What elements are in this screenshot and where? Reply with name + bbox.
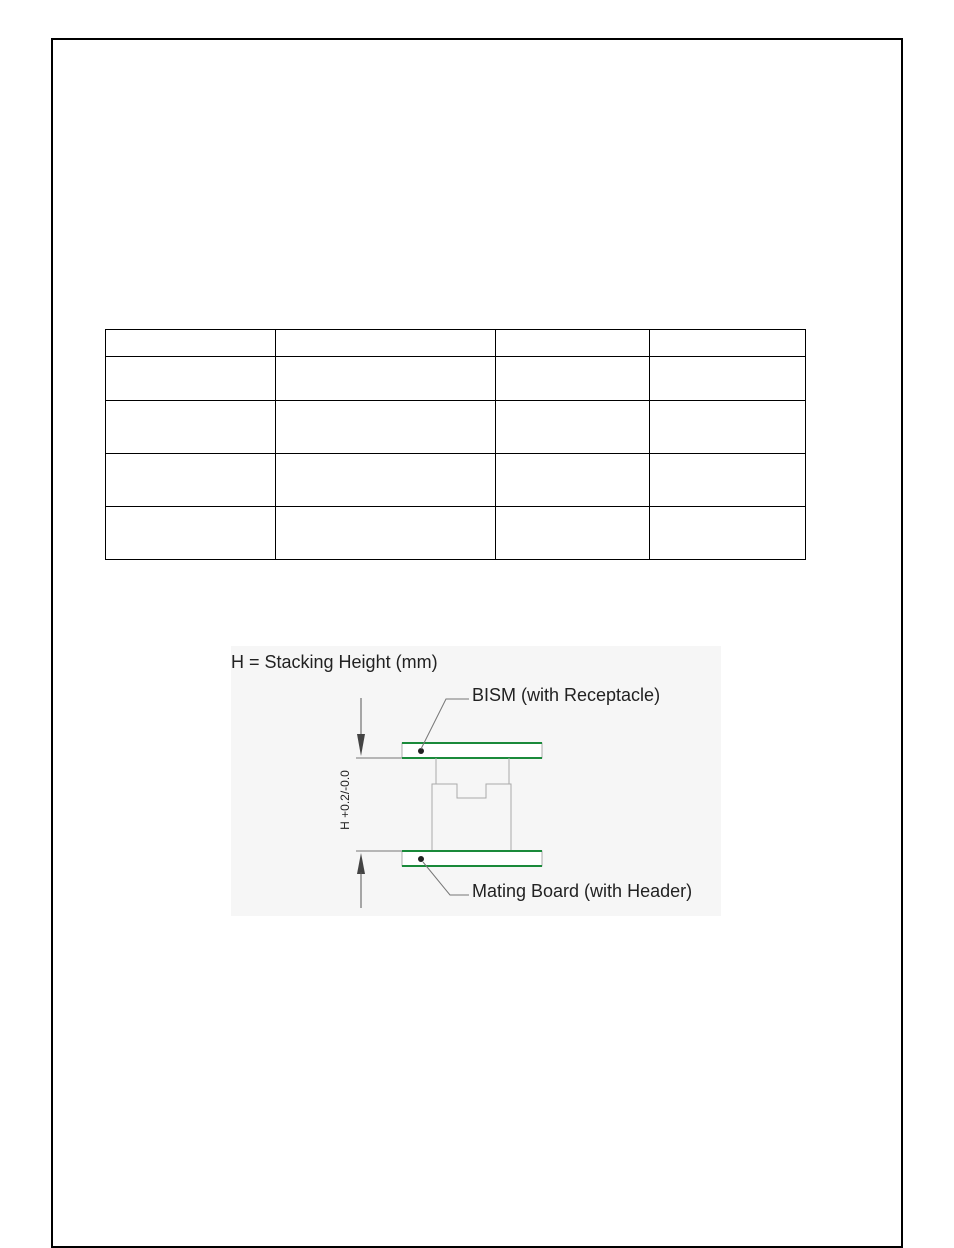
table-cell [276, 454, 496, 507]
table-cell [650, 357, 806, 401]
table-cell [496, 454, 650, 507]
table-cell [106, 357, 276, 401]
table-cell [650, 454, 806, 507]
table-cell [276, 401, 496, 454]
table-row [106, 507, 806, 560]
table-cell [650, 507, 806, 560]
table-cell [106, 507, 276, 560]
leader-line-top [421, 699, 469, 749]
table-header-cell [276, 330, 496, 357]
table-row [106, 357, 806, 401]
table-row [106, 454, 806, 507]
mating-board [402, 851, 542, 866]
mating-board-label: Mating Board (with Header) [472, 881, 693, 901]
table-cell [276, 507, 496, 560]
table-header-cell [106, 330, 276, 357]
stacking-height-table [105, 329, 806, 560]
table-cell [106, 454, 276, 507]
table-cell [496, 507, 650, 560]
table-cell [106, 401, 276, 454]
table-cell [650, 401, 806, 454]
table-row [106, 401, 806, 454]
bism-label: BISM (with Receptacle) [472, 685, 661, 705]
dimension-arrow-bottom [357, 853, 365, 908]
stacking-height-diagram [228, 646, 722, 916]
table-cell [276, 357, 496, 401]
diagram-title: H = Stacking Height (mm) [231, 652, 438, 672]
dimension-arrow-top [357, 698, 365, 756]
header-connector [432, 784, 511, 851]
dimension-label: H +0.2/-0.0 [338, 770, 352, 830]
page-border [51, 38, 903, 1248]
table-cell [496, 401, 650, 454]
table-header-cell [650, 330, 806, 357]
table-header-cell [496, 330, 650, 357]
table-header-row [106, 330, 806, 357]
table-cell [496, 357, 650, 401]
